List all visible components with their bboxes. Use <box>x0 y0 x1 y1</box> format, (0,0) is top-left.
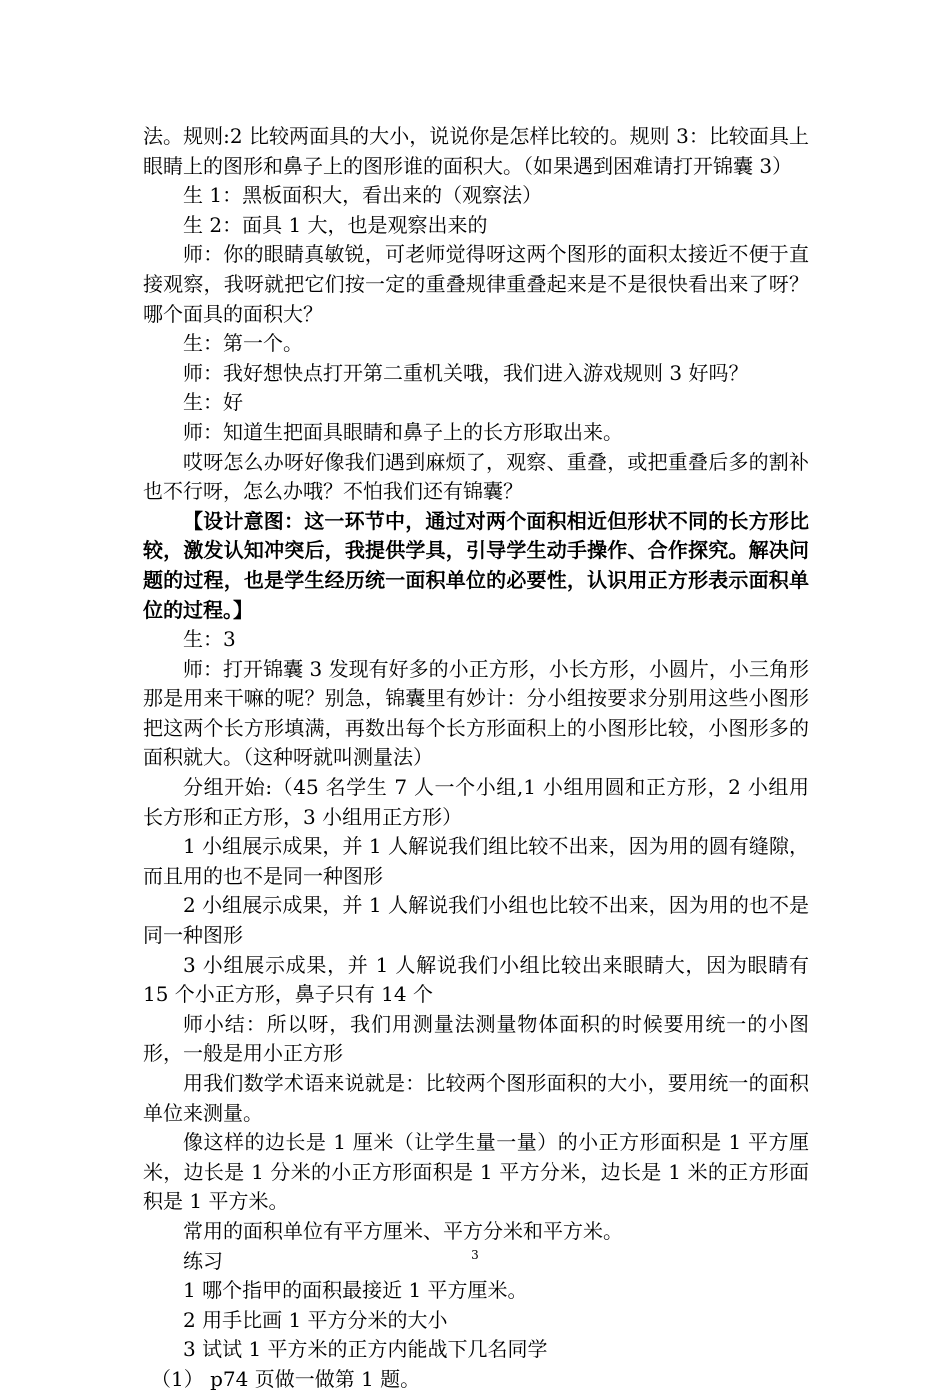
paragraph-exercise-3: 3 试试 1 平方米的正方内能战下几名同学 <box>183 1337 548 1362</box>
paragraph-group-3: 3 小组展示成果，并 1 人解说我们小组比较出来眼睛大，因为眼睛有 15 个小正方形，鼻子只有 14 个 <box>143 952 809 1007</box>
paragraph-student-first: 生：第一个。 <box>183 331 303 356</box>
paragraph-student-ok: 生：好 <box>183 390 243 415</box>
paragraph-common-units: 常用的面积单位有平方厘米、平方分米和平方米。 <box>183 1218 623 1243</box>
document-body <box>143 122 809 1395</box>
paragraph-teacher-take-out: 师：知道生把面具眼睛和鼻子上的长方形取出来。 <box>183 419 623 444</box>
paragraph-math-term: 用我们数学术语来说就是：比较两个图形面积的大小，要用统一的面积单位来测量。 <box>143 1071 809 1125</box>
paragraph-student-1: 生 1：黑板面积大，看出来的（观察法） <box>183 183 543 208</box>
paragraph-groups-start: 分组开始:（45 名学生 7 人一个小组,1 小组用圆和正方形，2 小组用长方形和正方形，3 小组用正方形） <box>143 775 809 829</box>
paragraph-teacher-rule3: 师：我好想快点打开第二重机关哦，我们进入游戏规则 3 好吗？ <box>183 360 749 385</box>
paragraph-exercise-1: 1 哪个指甲的面积最接近 1 平方厘米。 <box>183 1278 528 1303</box>
paragraph-teacher-summary: 师小结：所以呀，我们用测量法测量物体面积的时候要用统一的小图形，一般是用小正方形 <box>143 1011 809 1066</box>
paragraph-teacher-kit: 师：打开锦囊 3 发现有好多的小正方形，小长方形，小圆片，小三角形那是用来干嘛的呢？别急，锦囊里有妙计：分小组按要求分别用这些小图形把这两个长方形填满，再数出每个长方形面积上的小图形比较，小图形多的面积就大。（这种呀就叫测量法） <box>143 656 809 770</box>
paragraph-exercise-2: 2 用手比画 1 平方分米的大小 <box>183 1307 448 1332</box>
paragraph-rules: 法。规则:2 比较两面具的大小，说说你是怎样比较的。规则 3：比较面具上眼睛上的图形和鼻子上的图形谁的面积大。（如果遇到困难请打开锦囊 3） <box>143 124 809 178</box>
paragraph-group-1: 1 小组展示成果，并 1 人解说我们组比较不出来，因为用的圆有缝隙，而且用的也不是同一种图形 <box>143 834 809 888</box>
paragraph-student-3: 生：3 <box>183 627 236 652</box>
paragraph-exercise-sub-1: （1） p74 页做一做第 1 题。 <box>151 1366 421 1391</box>
paragraph-design-intent: 【设计意图：这一环节中，通过对两个面积相近但形状不同的长方形比较，激发认知冲突后，我提供学具，引导学生动手操作、合作探究。解决问题的过程，也是学生经历统一面积单位的必要性，认识用正方形表示面积单位的过程。】 <box>143 508 809 622</box>
paragraph-group-2: 2 小组展示成果，并 1 人解说我们小组也比较不出来，因为用的也不是同一种图形 <box>143 893 809 948</box>
paragraph-unit-definitions: 像这样的边长是 1 厘米（让学生量一量）的小正方形面积是 1 平方厘米，边长是 1 分米的小正方形面积是 1 平方分米，边长是 1 米的正方形面积是 1 平方米。 <box>143 1130 809 1214</box>
paragraph-student-2: 生 2：面具 1 大，也是观察出来的 <box>183 212 488 237</box>
paragraph-trouble: 哎呀怎么办呀好像我们遇到麻烦了，观察、重叠，或把重叠后多的割补也不行呀，怎么办哦？不怕我们还有锦囊？ <box>143 449 809 504</box>
page-number: 3 <box>471 1248 479 1262</box>
paragraph-exercise-heading: 练习 <box>183 1248 223 1273</box>
paragraph-teacher-observe: 师：你的眼睛真敏锐，可老师觉得呀这两个图形的面积太接近不便于直接观察，我呀就把它们按一定的重叠规律重叠起来是不是很快看出来了呀？哪个面具的面积大？ <box>143 242 809 326</box>
